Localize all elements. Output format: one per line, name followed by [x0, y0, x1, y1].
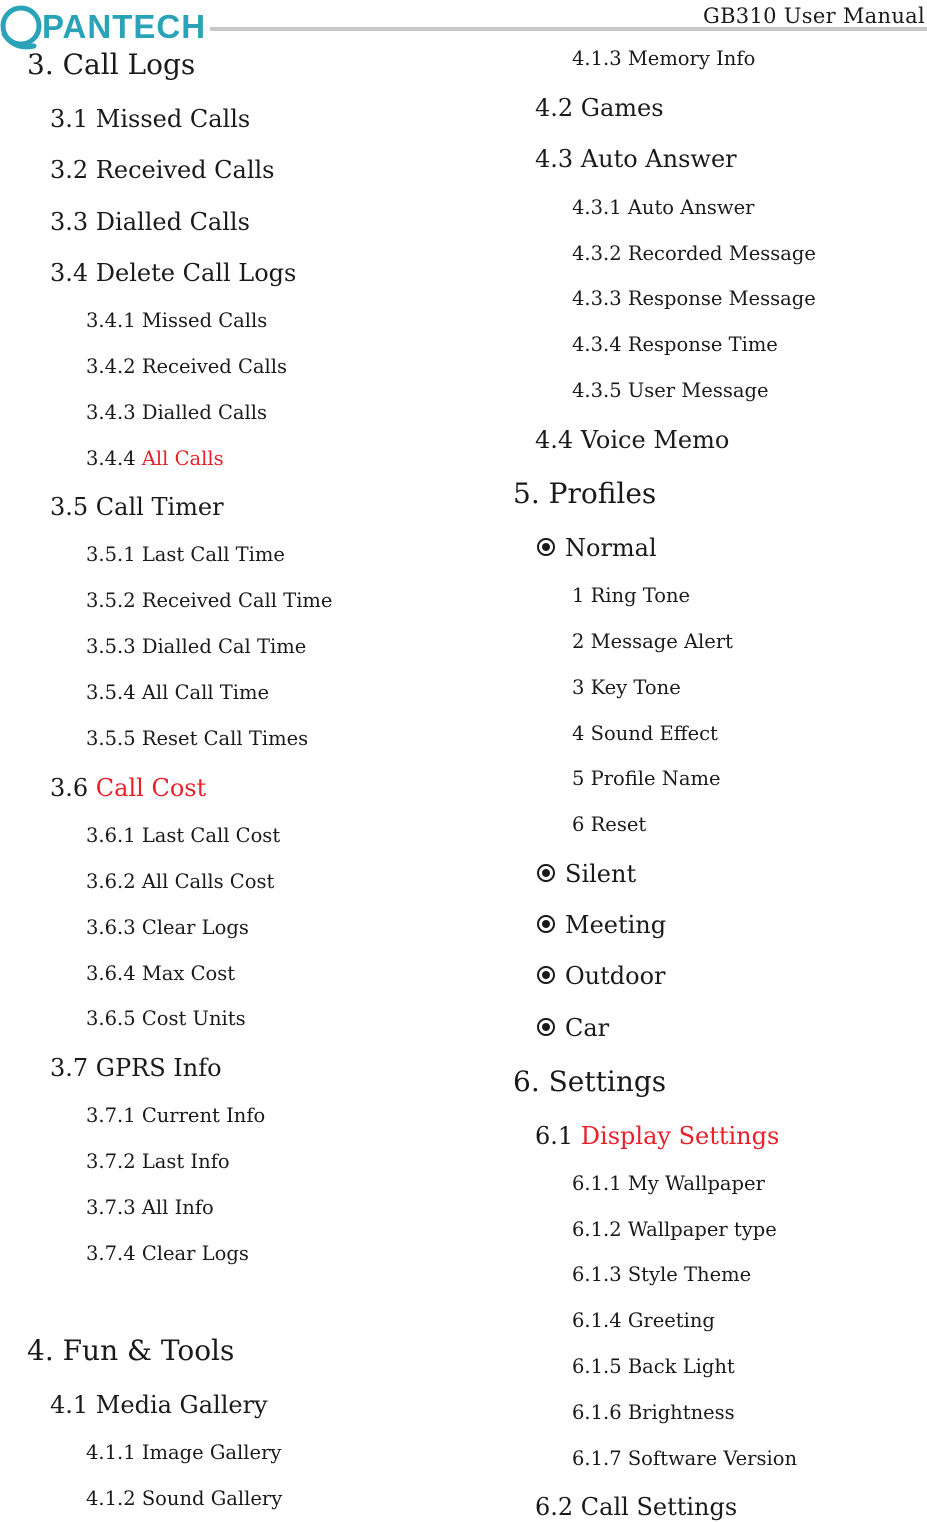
submenu-item: 3.7.1 Current Info: [86, 1104, 266, 1127]
submenu-item: 3.5.2 Received Call Time: [86, 589, 333, 612]
submenu-item: 4.3.2 Recorded Message: [572, 242, 816, 265]
submenu-item: 6.1.7 Software Version: [572, 1447, 798, 1470]
menu-item: 3.7 GPRS Info: [50, 1054, 222, 1082]
menu-item: 4.4 Voice Memo: [535, 426, 730, 454]
menu-item: 3.2 Received Calls: [50, 156, 275, 184]
submenu-item: 4.3.5 User Message: [572, 379, 769, 402]
submenu-item: 3.4.1 Missed Calls: [86, 309, 268, 332]
submenu-item: 4 Sound Effect: [572, 722, 718, 745]
profile-item: Silent: [537, 859, 636, 889]
submenu-item: 4.3.3 Response Message: [572, 287, 816, 310]
submenu-item: 4.3.4 Response Time: [572, 333, 778, 356]
submenu-item: 6.1.1 My Wallpaper: [572, 1172, 765, 1195]
menu-item: 3.1 Missed Calls: [50, 105, 251, 133]
radio-bullet-icon: [537, 538, 555, 556]
highlighted-term: Display Settings: [580, 1122, 780, 1150]
submenu-item: 6.1.5 Back Light: [572, 1355, 735, 1378]
submenu-item: 6.1.6 Brightness: [572, 1401, 735, 1424]
submenu-item: 3 Key Tone: [572, 676, 681, 699]
submenu-item: 3.7.3 All Info: [86, 1196, 214, 1219]
submenu-item: 3.7.2 Last Info: [86, 1150, 230, 1173]
submenu-item: 4.1.2 Sound Gallery: [86, 1487, 283, 1510]
menu-item: 6.2 Call Settings: [535, 1493, 738, 1521]
submenu-item: 3.6.4 Max Cost: [86, 962, 236, 985]
radio-bullet-icon: [537, 1018, 555, 1036]
section-title: 3. Call Logs: [27, 48, 196, 81]
section-title: 5. Profiles: [513, 477, 657, 510]
profile-item: Meeting: [537, 910, 666, 940]
radio-bullet-icon: [537, 864, 555, 882]
menu-item: 4.1 Media Gallery: [50, 1391, 268, 1419]
profile-item: Outdoor: [537, 961, 666, 991]
radio-bullet-icon: [537, 966, 555, 984]
submenu-item: 3.4.2 Received Calls: [86, 355, 287, 378]
submenu-item: 3.6.2 All Calls Cost: [86, 870, 275, 893]
highlighted-term: All Calls: [141, 447, 224, 470]
menu-item: 6.1 Display Settings: [535, 1122, 780, 1150]
menu-item: 3.4 Delete Call Logs: [50, 259, 297, 287]
submenu-item: 6 Reset: [572, 813, 647, 836]
submenu-item: 3.6.1 Last Call Cost: [86, 824, 281, 847]
profile-item: Normal: [537, 533, 657, 563]
profile-item: Car: [537, 1013, 609, 1043]
submenu-item: 4.1.1 Image Gallery: [86, 1441, 282, 1464]
manual-title: GB310 User Manual: [703, 4, 925, 28]
submenu-item: 3.4.4 All Calls: [86, 447, 224, 470]
submenu-item: 5 Profile Name: [572, 767, 721, 790]
submenu-item: 3.7.4 Clear Logs: [86, 1242, 249, 1265]
submenu-item: 6.1.3 Style Theme: [572, 1263, 752, 1286]
submenu-item: 3.5.4 All Call Time: [86, 681, 270, 704]
submenu-item: 3.5.1 Last Call Time: [86, 543, 285, 566]
submenu-item: 3.5.5 Reset Call Times: [86, 727, 309, 750]
menu-item: 4.3 Auto Answer: [535, 145, 737, 173]
submenu-item: 6.1.4 Greeting: [572, 1309, 715, 1332]
submenu-item: 3.4.3 Dialled Calls: [86, 401, 268, 424]
submenu-item: 3.5.3 Dialled Cal Time: [86, 635, 307, 658]
radio-bullet-icon: [537, 915, 555, 933]
submenu-item: 6.1.2 Wallpaper type: [572, 1218, 777, 1241]
submenu-item: 2 Message Alert: [572, 630, 733, 653]
submenu-item: 3.6.5 Cost Units: [86, 1007, 246, 1030]
svg-text:PANTECH: PANTECH: [42, 8, 207, 45]
menu-item: 3.6 Call Cost: [50, 774, 207, 802]
section-title: 4. Fun & Tools: [27, 1334, 235, 1367]
highlighted-term: Call Cost: [95, 774, 207, 802]
submenu-item: 4.1.3 Memory Info: [572, 47, 756, 70]
submenu-item: 4.3.1 Auto Answer: [572, 196, 755, 219]
menu-item: 3.5 Call Timer: [50, 493, 224, 521]
submenu-item: 3.6.3 Clear Logs: [86, 916, 249, 939]
menu-item: 3.3 Dialled Calls: [50, 208, 250, 236]
menu-item: 4.2 Games: [535, 94, 664, 122]
submenu-item: 1 Ring Tone: [572, 584, 691, 607]
section-title: 6. Settings: [513, 1065, 667, 1098]
